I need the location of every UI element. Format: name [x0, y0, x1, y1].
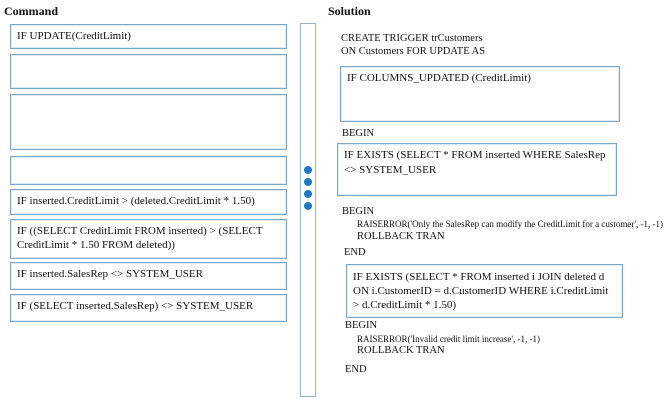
drag-handle-icon[interactable]: [304, 190, 312, 198]
drag-rail[interactable]: [300, 23, 316, 397]
command-item[interactable]: IF (SELECT inserted.SalesRep) <> SYSTEM_USER: [10, 294, 287, 322]
code-line: END: [344, 247, 366, 258]
solution-heading: Solution: [328, 4, 371, 18]
command-item[interactable]: IF inserted.SalesRep <> SYSTEM_USER: [10, 262, 287, 290]
code-line: END: [345, 364, 367, 375]
code-line: RAISERROR('Invalid credit limit increase', -1, -1): [357, 334, 540, 344]
command-item-empty[interactable]: [10, 156, 287, 185]
drag-handle-icon[interactable]: [304, 166, 312, 174]
solution-drop-target[interactable]: IF EXISTS (SELECT * FROM inserted i JOIN deleted d ON i.CustomerID = d.CustomerID WHERE i.CreditLimit > d.CreditLimit * 1.50): [346, 264, 623, 318]
solution-drop-target[interactable]: IF COLUMNS_UPDATED (CreditLimit): [340, 66, 620, 122]
code-line: ON Customers FOR UPDATE AS: [341, 46, 486, 57]
command-item-empty[interactable]: [10, 54, 287, 89]
code-line: BEGIN: [345, 320, 378, 331]
command-item[interactable]: IF UPDATE(CreditLimit): [10, 24, 287, 49]
drag-handle-icon[interactable]: [304, 178, 312, 186]
command-item[interactable]: IF inserted.CreditLimit > (deleted.CreditLimit * 1.50): [10, 189, 287, 215]
code-line: RAISERROR('Only the SalesRep can modify the CreditLimit for a customer', -1, -1): [357, 219, 663, 229]
command-item-empty[interactable]: [10, 94, 287, 150]
code-line: ROLLBACK TRAN: [357, 345, 445, 356]
drag-handle-icon[interactable]: [304, 202, 312, 210]
code-line: CREATE TRIGGER trCustomers: [341, 33, 483, 44]
code-line: BEGIN: [342, 128, 375, 139]
solution-drop-target[interactable]: IF EXISTS (SELECT * FROM inserted WHERE SalesRep <> SYSTEM_USER: [337, 143, 617, 196]
command-item[interactable]: IF ((SELECT CreditLimit FROM inserted) > (SELECT CreditLimit * 1.50 FROM deleted)): [10, 219, 287, 259]
command-heading: Command: [4, 4, 59, 18]
code-line: BEGIN: [342, 206, 375, 217]
code-line: ROLLBACK TRAN: [357, 231, 445, 242]
